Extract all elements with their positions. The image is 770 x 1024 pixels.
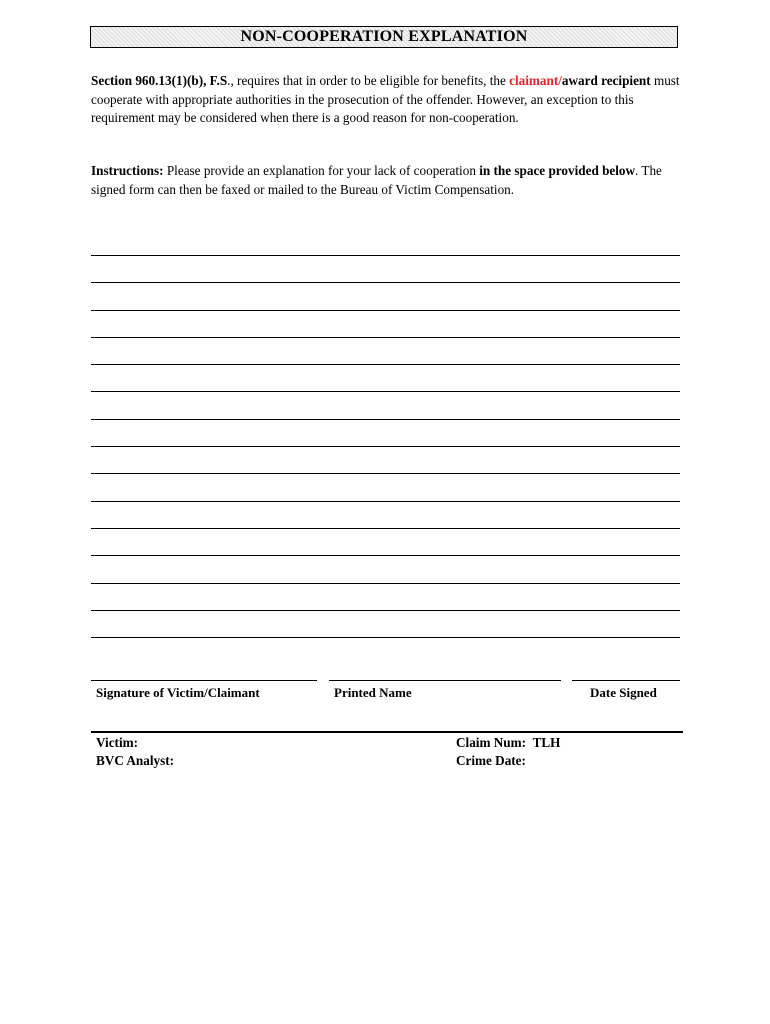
- answer-line[interactable]: [91, 610, 680, 637]
- answer-line[interactable]: [91, 391, 680, 418]
- answer-line[interactable]: [91, 364, 680, 391]
- claim-num-row: [456, 734, 560, 752]
- printed-name-label: Printed Name: [334, 685, 412, 700]
- instructions-label: Instructions:: [91, 163, 164, 178]
- instructions-text-b: . The signed form can then be faxed or mailed to the Bureau of Victim Compensation.: [91, 163, 662, 197]
- victim-field: [96, 734, 174, 770]
- victim-signature-label: Signature of Victim/Claimant: [96, 685, 260, 700]
- statute-reference: Section 960.13(1)(b), F.S: [91, 73, 228, 88]
- answer-line[interactable]: [91, 637, 680, 664]
- form-title: NON-COOPERATION EXPLANATION: [240, 28, 528, 45]
- bvc-analyst-label: BVC Analyst:: [96, 753, 175, 768]
- eligibility-paragraph: [91, 72, 683, 128]
- date-signed-line[interactable]: [572, 680, 680, 681]
- printed-name-line[interactable]: [329, 680, 561, 681]
- answer-line[interactable]: [91, 419, 680, 446]
- date-signed-label: Date Signed: [590, 685, 657, 700]
- answer-line[interactable]: [91, 282, 680, 309]
- instructions-emphasis: in the space provided below: [479, 163, 636, 178]
- answer-line[interactable]: [91, 310, 680, 337]
- eligibility-text-b: must cooperate with appropriate authorities in the prosecution of the offender. However, an exception to this requirement may be considered when there is a good reason for non-cooperation.: [91, 73, 680, 125]
- explanation-area[interactable]: [91, 255, 680, 664]
- answer-line[interactable]: [91, 473, 680, 500]
- instructions-text-a: Please provide an explanation for your lack of cooperation: [163, 163, 480, 178]
- claim-field: [456, 734, 560, 770]
- award-recipient-text: award recipient: [561, 73, 651, 88]
- claim-num-value: TLH: [532, 735, 561, 750]
- claim-num-label: Claim Num:: [456, 735, 526, 750]
- instructions-paragraph: [91, 162, 683, 199]
- victim-signature-line[interactable]: [91, 680, 317, 681]
- victim-label: Victim:: [96, 735, 138, 750]
- answer-line[interactable]: [91, 583, 680, 610]
- footer-divider: [91, 731, 683, 733]
- answer-line[interactable]: [91, 555, 680, 582]
- answer-line[interactable]: [91, 528, 680, 555]
- answer-line[interactable]: [91, 337, 680, 364]
- answer-line[interactable]: [91, 446, 680, 473]
- claimant-highlight: claimant/: [509, 73, 562, 88]
- title-banner: [90, 26, 678, 48]
- crime-date-label: Crime Date:: [456, 753, 526, 768]
- answer-line[interactable]: [91, 501, 680, 528]
- eligibility-text-a: ., requires that in order to be eligible for benefits, the: [227, 73, 510, 88]
- answer-line[interactable]: [91, 255, 680, 282]
